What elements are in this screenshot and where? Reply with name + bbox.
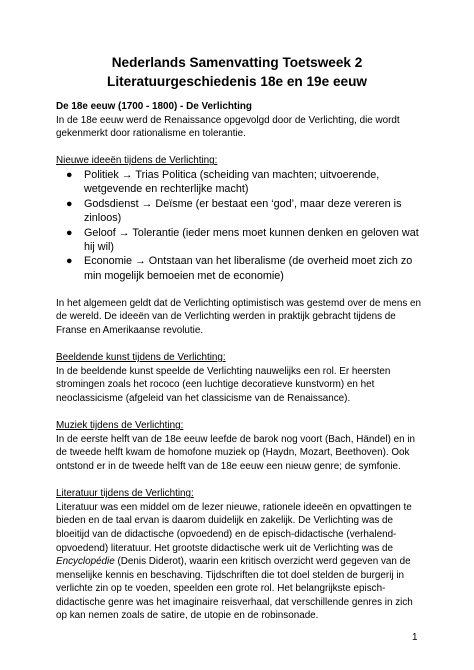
music-heading: Muziek tijdens de Verlichting: xyxy=(56,420,184,432)
encyclopedie-title: Encyclopédie xyxy=(56,556,115,568)
art-heading: Beeldende kunst tijdens de Verlichting: xyxy=(56,352,226,364)
list-item: ● Geloof → Tolerantie (ieder mens moet kunnen denken en geloven wat hij wil) xyxy=(66,226,419,253)
ideas-heading: Nieuwe ideeën tijdens de Verlichting: xyxy=(56,155,218,167)
document-title: Nederlands Samenvatting Toetsweek 2 xyxy=(111,55,363,70)
document-subtitle: Literatuurgeschiedenis 18e en 19e eeuw xyxy=(107,74,367,89)
music-paragraph: In de eerste helft van de 18e eeuw leefde de barok nog voort (Bach, Händel) en in de tweede helft kwam de homofone muziek op (Haydn, Mozart, Beethoven). Ook ontstond er in de tweede helft van de 18e eeuw een nieuw genre; de symfonie. xyxy=(56,433,416,472)
bullet-icon: ● xyxy=(66,197,73,210)
bullet-icon: ● xyxy=(66,168,73,181)
general-paragraph: In het algemeen geldt dat de Verlichting optimistisch was gestemd over de mens en de wereld. De ideeën van de Verlichting werden in praktijk gebracht tijdens de Franse en Amerikaanse revolutie. xyxy=(56,297,422,336)
page-number: 1 xyxy=(412,632,418,643)
list-item: ● Godsdienst → Deïsme (er bestaat een ‘god’, maar deze vereren is zinloos) xyxy=(66,197,402,225)
bullet-icon: ● xyxy=(66,226,73,239)
art-paragraph: In de beeldende kunst speelde de Verlichting nauwelijks een rol. Er heersten stromingen zoals het rococo (een luchtige decoratieve kunstvorm) en het neoclassicisme (afgeleid van het classicisme van de Renaissance). xyxy=(56,365,391,404)
intro-paragraph: In de 18e eeuw werd de Renaissance opgevolgd door de Verlichting, die wordt gekenmerkt door rationalisme en tolerantie. xyxy=(56,114,400,140)
section-heading: De 18e eeuw (1700 - 1800) - De Verlichting xyxy=(56,101,252,112)
ideas-list xyxy=(56,168,426,283)
literature-paragraph: Literatuur was een middel om de lezer nieuwe, rationele ideeën en opvattingen te bieden en de taal ervan is daarom duidelijk en zakelijk. De Verlichting was de bloeitijd van de didactische (opvoedend) en de episch-didactische (verhalend-opvoedend) literatuur. Het grootste didactische werk uit de Verlichting was de Encyclopédie (Denis Diderot), waarin een kritisch overzicht werd gegeven van de menselijke kennis en beschaving. Tijdschriften die tot doel stelden de burgerij in verlichte zin op te voeden, speelden een grote rol. Het belangrijkste episch-didactische genre was het imaginaire reisverhaal, dat verschillende genres in zich op kan nemen zoals de satire, de utopie en de robinsonade. xyxy=(56,501,413,622)
list-item: ● Politiek → Trias Politica (scheiding van machten; uitvoerende, wetgevende en rechterlijke macht) xyxy=(66,168,380,196)
document-body xyxy=(56,100,426,623)
bullet-icon: ● xyxy=(66,255,73,268)
list-item: ● Economie → Ontstaan van het liberalisme (de overheid moet zich zo min mogelijk bemoeien met de economie) xyxy=(66,255,413,282)
literature-heading: Literatuur tijdens de Verlichting: xyxy=(56,488,194,500)
